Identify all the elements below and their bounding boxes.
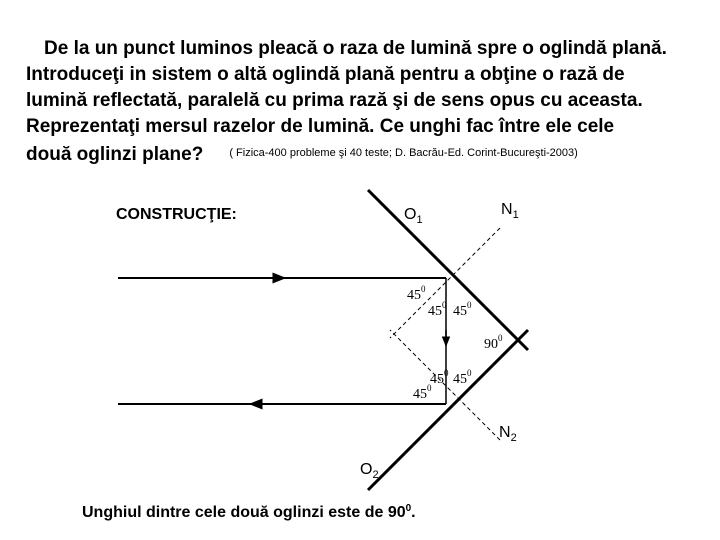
conclusion-degree: 0 <box>405 503 412 514</box>
construction-heading: CONSTRUCŢIE: <box>116 206 237 223</box>
angle-label-2: $45^0$ <box>428 300 447 319</box>
conclusion-text <box>82 503 416 522</box>
problem-line-2: Introduceţi in sistem o altă oglindă plană pentru a obţine o rază de <box>26 64 625 85</box>
problem-line-4: Reprezentaţi mersul razelor de lumină. Ce unghi fac între ele cele <box>26 116 615 137</box>
normal-1-index: 1 <box>512 209 519 221</box>
angle-label-6: $45^0$ <box>413 383 432 402</box>
angle-label-5: $45^0$ <box>453 368 472 387</box>
normal-2-index: 2 <box>510 432 517 444</box>
angle-label-3: $45^0$ <box>453 300 472 319</box>
mirror-2-letter: O <box>360 461 373 478</box>
mirror-1 <box>368 190 528 350</box>
normal-1-letter: N <box>501 201 513 218</box>
angle-label-1: $45^0$ <box>407 284 426 303</box>
normal-2-letter: N <box>499 424 511 441</box>
right-angle-label: $90^0$ <box>484 333 503 352</box>
normal-1-line <box>390 228 500 338</box>
angle-label-4: $45^0$ <box>430 368 449 387</box>
conclusion-main: Unghiul dintre cele două oglinzi este de 90 <box>82 504 406 521</box>
problem-question: două oglinzi plane? <box>26 144 204 165</box>
mirror-2 <box>368 330 528 490</box>
conclusion-end: . <box>411 504 416 521</box>
mirror-2-index: 2 <box>372 469 379 481</box>
citation: ( Fizica-400 probleme şi 40 teste; D. Bacrău-Ed. Corint-Bucureşti-2003) <box>229 147 578 159</box>
mirror-1-index: 1 <box>416 214 423 226</box>
mirror-1-letter: O <box>404 206 417 223</box>
problem-line-3: lumină reflectată, paralelă cu prima rază şi de sens opus cu aceasta. <box>26 90 643 111</box>
problem-line-1: De la un punct luminos pleacă o raza de lumină spre o oglindă plană. <box>44 38 667 59</box>
